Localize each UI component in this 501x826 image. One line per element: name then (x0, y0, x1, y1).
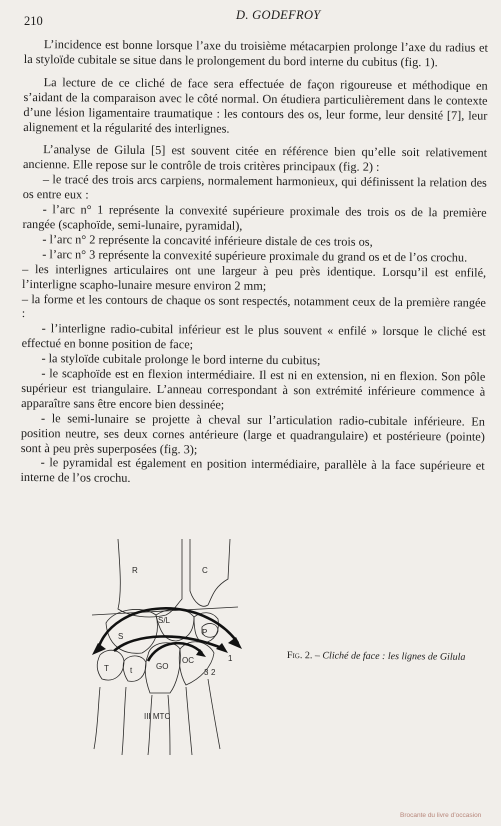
page-number: 210 (24, 14, 43, 28)
label-arc-1: 1 (228, 654, 233, 663)
forme-item-semi-lunaire: - le semi-lunaire se projette à cheval sur l’articulation radio-cubitale inférieure. En position neutre, ses deux cornes antérieure (large et quadrangulaire) et postérieure (pointe) sont à peu près superposées (fig. 3); (20, 410, 486, 456)
arc-arrowheads (92, 637, 242, 657)
label-scaphoid: S (118, 632, 124, 641)
label-radius: R (132, 566, 138, 575)
metacarpal-3 (148, 695, 170, 755)
forme-item-pyramidal: - le pyramidal est également en position intermédiaire, parallèle à la face supérieure et interne de l’os crochu. (20, 455, 485, 486)
arc-item-1: - l’arc n° 1 représente la convexité supérieure proximale des trois os de la première rangée (scaphoïde, semi-lunaire, pyramidal), (22, 202, 487, 233)
radius-outline (118, 539, 182, 617)
label-arc-3: 3 (204, 668, 209, 677)
criterion-interlignes: – les interlignes articulaires ont une largeur à peu près identique. Lorsqu’il est enfilé, l’interligne scapho-lunaire mesure environ 2 mm; (22, 261, 487, 293)
label-third-metacarpal: III MTC (144, 712, 171, 721)
trapezoid-outline (123, 656, 146, 681)
running-head-author: D. GODEFROY (236, 8, 321, 22)
label-os-crochu: OC (182, 656, 194, 665)
paragraph-gilula: L’analyse de Gilula [5] est souvent citée en référence bien qu’elle soit relativement ancienne. Elle repose sur le contrôle de trois critères principaux (fig. 2) : (22, 142, 488, 175)
criterion-forme: – la forme et les contours de chaque os sont respectés, notamment ceux de la première rangée : (21, 291, 486, 321)
metacarpal-2 (122, 687, 126, 755)
arrowhead-arc-1-right (228, 637, 242, 649)
figure-caption (287, 650, 466, 663)
label-trapezoid: t (130, 666, 133, 675)
caption-text: – Cliché de face : les lignes de Gilula (314, 650, 466, 663)
arrowhead-arc-2 (216, 643, 228, 653)
watermark: Brocante du livre d’occasion (400, 812, 482, 819)
trapezium-outline (97, 650, 124, 680)
wrist-diagram (78, 537, 268, 757)
forme-item-scaphoide: - le scaphoïde est en flexion intermédiaire. Il est ni en extension, ni en flexion. Son pôle supérieur est triangulaire. L’anneau correspondant à son extrémité inférieure commence à apparaître sans être encore bien dessinée; (21, 366, 486, 412)
paragraph-incidence: L’incidence est bonne lorsque l’axe du troisième métacarpien prolonge l’axe du radius et la styloïde cubitale se situe dans le prolongement du bord interne du cubitus (fig. 1). (23, 37, 488, 70)
body-text (20, 37, 488, 489)
label-trapezium: T (104, 664, 109, 673)
label-pyramidal: P (202, 628, 208, 637)
metacarpal-5 (208, 679, 220, 749)
label-arc-2: 2 (211, 668, 216, 677)
paragraph-lecture: La lecture de ce cliché de face sera effectuée de façon rigoureuse et méthodique en s’aidant de la comparaison avec le côté normal. On étudiera particulièrement dans le contexte d’une lésion ligamentaire traumatique : les contours des os, leur forme, leur densité [7], leur alignement et la régularité des interlignes. (23, 74, 488, 136)
forme-item-styloide: - la styloïde cubitale prolonge le bord interne du cubitus; (41, 351, 321, 368)
forme-item-radio-cubital: - l’interligne radio-cubital inférieur est le plus souvent « enfilé » lorsque le cliché est effectué en bonne position de face; (21, 321, 486, 352)
arc-item-2: - l’arc n° 2 représente la concavité inférieure distale de ces trois os, (42, 232, 373, 249)
label-grand-os: GO (156, 662, 169, 671)
arc-item-3: - l’arc n° 3 représente la convexité supérieure proximale du grand os et de l’os crochu. (42, 246, 468, 265)
criterion-arcs: – le tracé des trois arcs carpiens, normalement harmonieux, qui définissent la relation des os entre eux : (22, 172, 487, 202)
label-scapho-lunate: S/L (158, 616, 171, 625)
ulna-outline (190, 539, 230, 606)
metacarpal-1 (94, 687, 100, 749)
caption-number: Fig. 2. (286, 650, 313, 662)
label-cubitus: C (202, 566, 208, 575)
arrowhead-arc-1-left (92, 643, 106, 655)
metacarpal-4 (186, 687, 192, 755)
gilula-lines-figure (78, 537, 268, 757)
